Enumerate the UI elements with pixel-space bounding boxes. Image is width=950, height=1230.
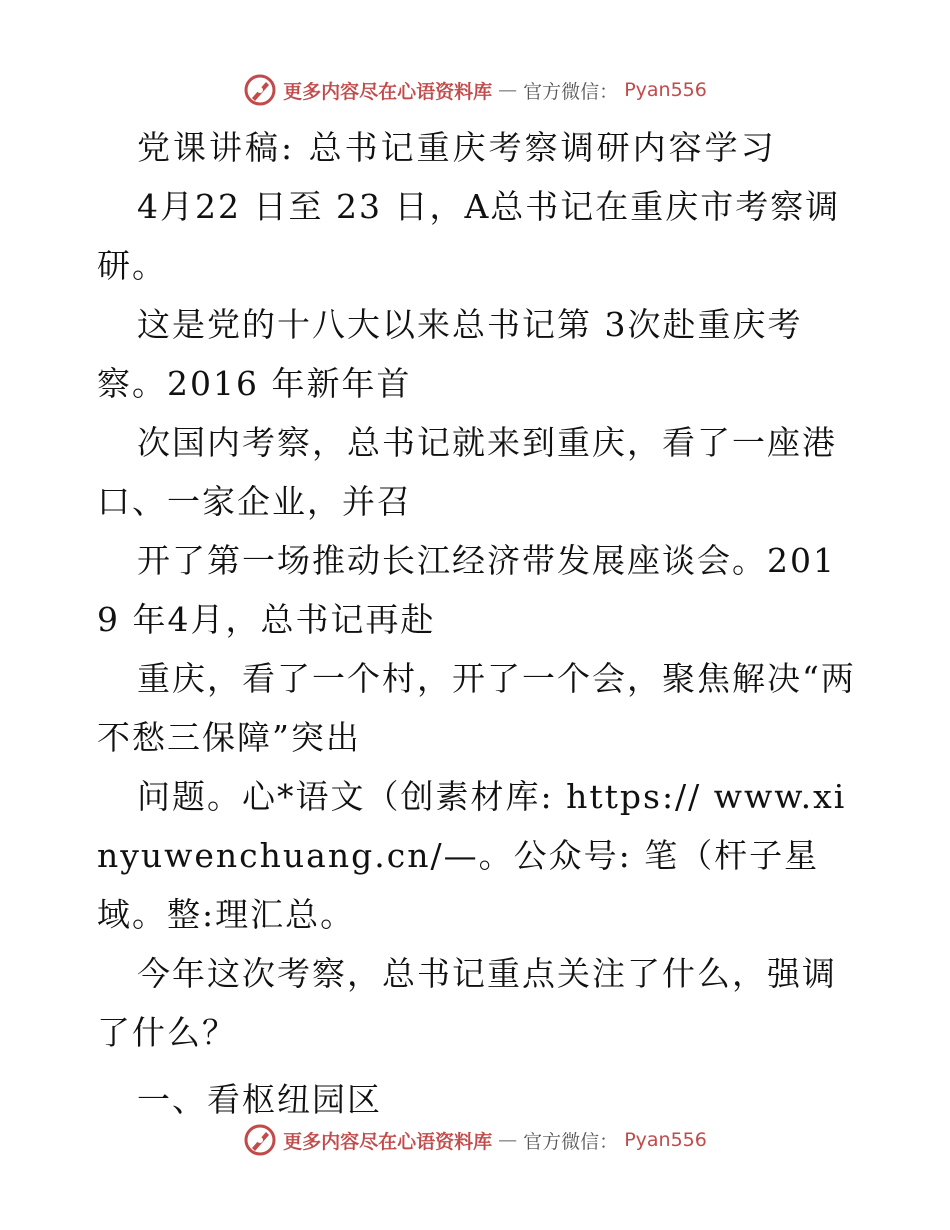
banner-wechat-label: 官方微信： — [523, 1130, 619, 1153]
paragraph-3: 次国内考察，总书记就来到重庆，看了一座港口、一家企业，并召 — [97, 423, 837, 521]
banner-text: 更多内容尽在心语资料库 — [283, 1130, 493, 1153]
banner-dash: — — [498, 79, 518, 101]
paragraph-7: 今年这次考察，总书记重点关注了什么，强调了什么？ — [97, 954, 837, 1052]
red-pen-logo-icon — [243, 1123, 277, 1157]
paragraph-5: 重庆，看了一个村，开了一个会，聚焦解决“两不愁三保障”突出 — [97, 659, 856, 757]
banner-text: 更多内容尽在心语资料库 — [283, 80, 493, 103]
paragraph-2: 这是党的十八大以来总书记第 3次赴重庆考察。2016 年新年首 — [97, 305, 803, 403]
banner-wechat-id: Pyan556 — [624, 1129, 707, 1151]
red-pen-logo-icon — [243, 73, 277, 107]
paragraph-1: 4月22 日至 23 日，A总书记在重庆市考察调研。 — [97, 187, 841, 285]
document-body — [97, 118, 857, 1129]
section-heading: 一、看枢纽园区 — [137, 1080, 382, 1119]
banner-wechat-label: 官方微信： — [523, 80, 619, 103]
paragraph-6: 问题。心*语文（创素材库: https:// www.xinyuwenchuang.cn/—。公众号: 笔（杆子星域。整:理汇总。 — [97, 777, 847, 934]
header-banner — [0, 68, 950, 112]
banner-dash: — — [498, 1129, 518, 1151]
paragraph-4: 开了第一场推动长江经济带发展座谈会。2019 年4月，总书记再赴 — [97, 541, 836, 639]
footer-banner — [0, 1118, 950, 1162]
document-title: 党课讲稿: 总书记重庆考察调研内容学习 — [137, 128, 777, 167]
banner-wechat-id: Pyan556 — [624, 79, 707, 101]
